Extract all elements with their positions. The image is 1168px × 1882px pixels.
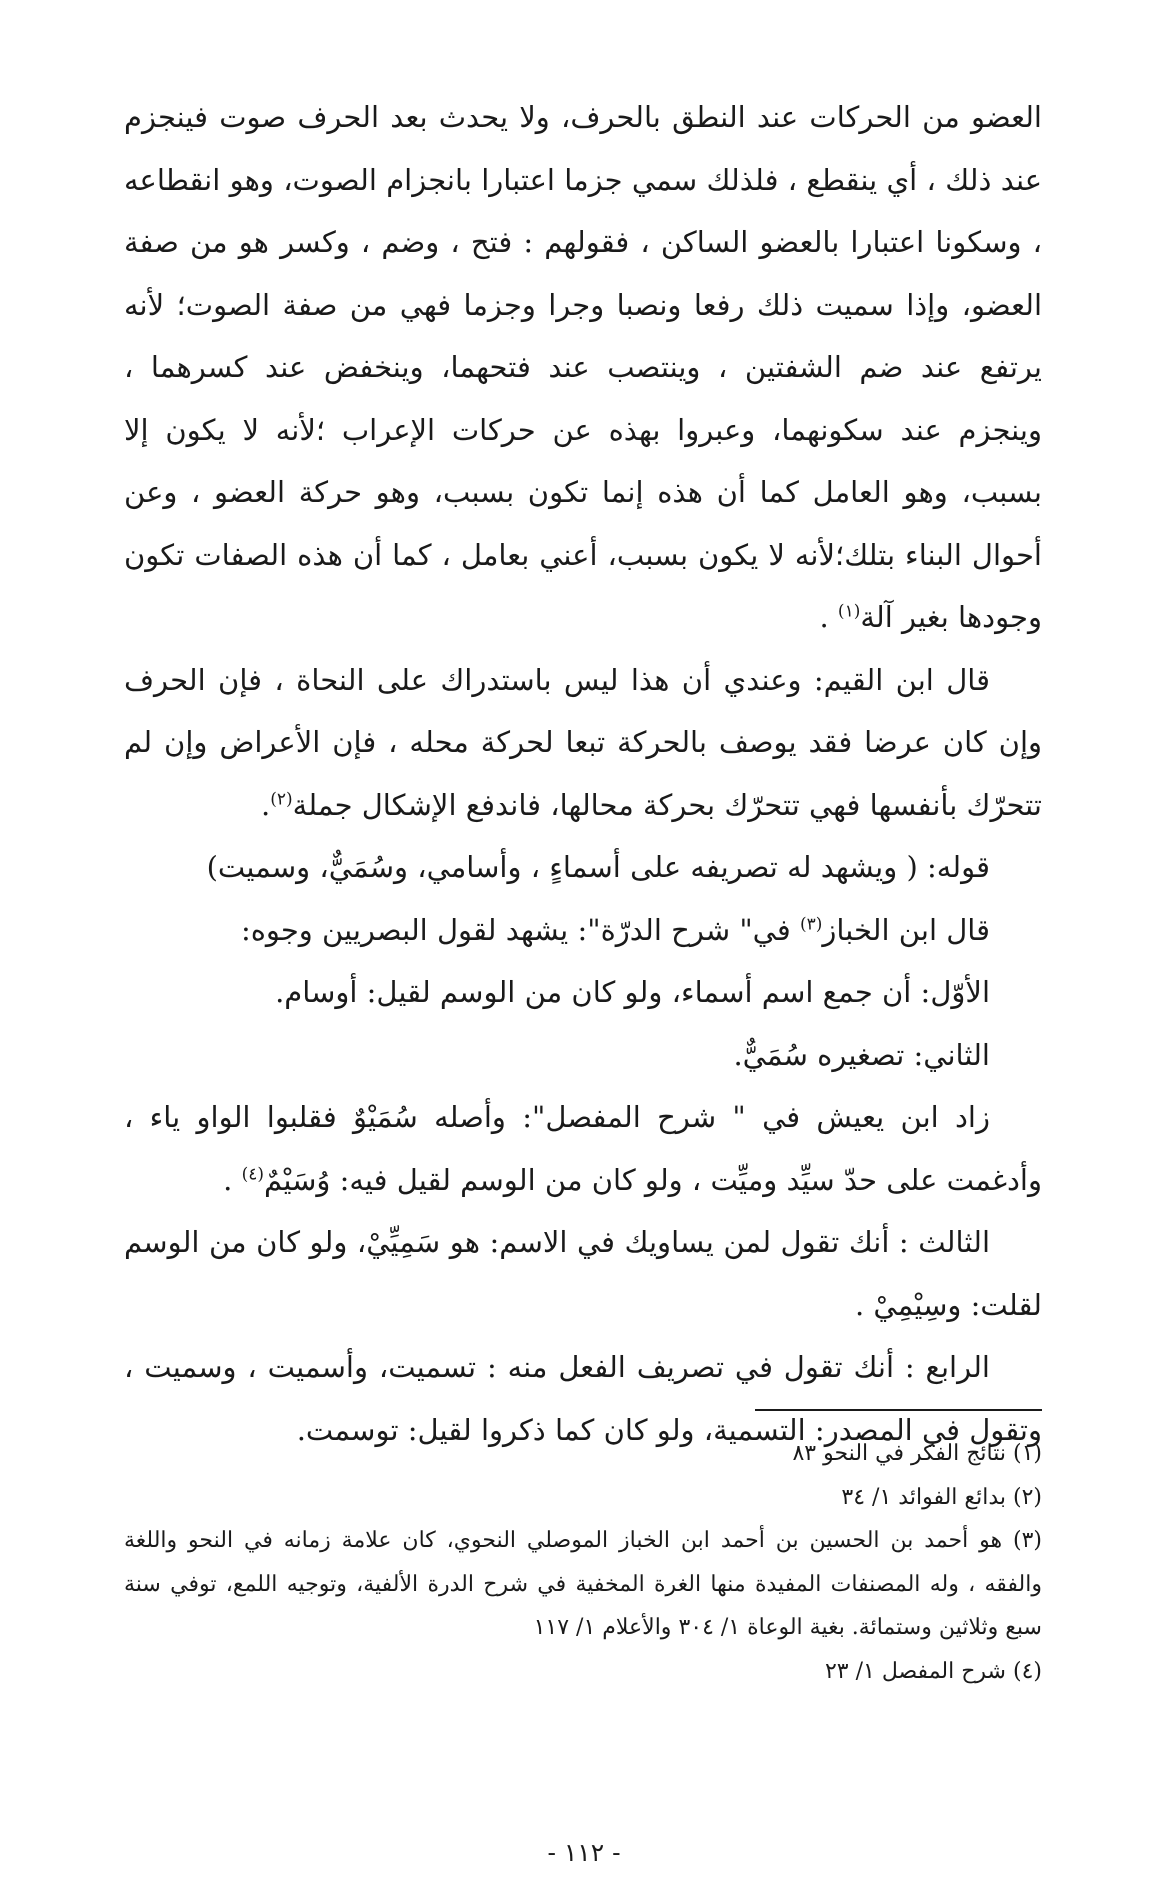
paragraph: الثالث : أنك تقول لمن يساويك في الاسم: هو سَمِيِّيْ، ولو كان من الوسم لقلت: وسِيْمِيْ . [124,1225,1042,1322]
footnote-ref: (١) [837,601,861,622]
footnote-ref: (٣) [799,913,823,934]
paragraph: الأوّل: أن جمع اسم أسماء، ولو كان من الوسم لقيل: أوسام. [275,975,990,1009]
main-text [124,86,1042,1461]
footnote: (١) نتائج الفكر في النحو ٨٣ [792,1441,1042,1466]
paragraph: قوله: ( ويشهد له تصريفه على أسماءٍ ، وأسامي، وسُمَيٌّ، وسميت) [206,850,990,884]
footnote-ref: (٢) [270,788,293,809]
footnote-separator [755,1409,1042,1411]
paragraph: العضو من الحركات عند النطق بالحرف، ولا يحدث بعد الحرف صوت فينجزم عند ذلك ، أي ينقطع ، فلذلك سمي جزما اعتبارا بانجزام الصوت، وهو انقطاعه ، وسكونا اعتبارا بالعضو الساكن ، فقولهم : فتح ، وضم ، وكسر هو من صفة العضو، وإذا سميت ذلك رفعا ونصبا وجرا وجزما فهي من صفة الصوت؛ لأنه يرتفع عند ضم الشفتين ، وينتصب عند فتحهما، وينخفض عند كسرهما ، وينجزم عند سكونهما، وعبروا بهذه عن حركات الإعراب ؛لأنه لا يكون إلا بسبب، وهو العامل كما أن هذه إنما تكون بسبب، وهو حركة العضو ، وعن أحوال البناء بتلك؛لأنه لا يكون بسبب، أعني بعامل ، كما أن هذه الصفات تكون وجودها بغير آلة$^{(١)}$ . [124,100,1042,634]
paragraph: الرابع : أنك تقول في تصريف الفعل منه : تسميت، وأسميت ، وسميت ، وتقول في المصدر: التسمية، ولو كان كما ذكروا لقيل: توسمت. [124,1350,1042,1447]
paragraph: الثاني: تصغيره سُمَيٌّ. [733,1037,990,1072]
footnote: (٣) هو أحمد بن الحسين بن أحمد ابن الخباز الموصلي النحوي، كان علامة زمانه في النحو واللغة والفقه ، وله المصنفات المفيدة منها الغرة المخفية في شرح الدرة الألفية، وتوجيه اللمع، توفي سنة سبع وثلاثين وستمائة. بغية الوعاة ١/ ٣٠٤ والأعلام ١/ ١١٧ [124,1528,1042,1640]
footnote-ref: (٤) [241,1163,265,1184]
paragraph: قال ابن القيم: وعندي أن هذا ليس باستدراك على النحاة ، فإن الحرف وإن كان عرضا فقد يوصف بالحركة تبعا لحركة محله ، فإن الأعراض وإن لم تتحرّك بأنفسها فهي تتحرّك بحركة محالها، فاندفع الإشكال جملة$^{(٢)}$. [124,662,1042,822]
footnotes [124,1432,1042,1693]
paragraph: قال ابن الخباز$^{(٣)}$ في" شرح الدرّة": يشهد لقول البصريين وجوه: [240,912,990,947]
page-number: - ١١٢ - [547,1838,621,1867]
footnote: (٤) شرح المفصل ١/ ٢٣ [824,1658,1042,1684]
paragraph: زاد ابن يعيش في " شرح المفصل": وأصله سُمَيْوٌ فقلبوا الواو ياء ، وأدغمت على حدّ سيِّد وميِّت ، ولو كان من الوسم لقيل فيه: وُسَيْمٌ$^{(٤)}$ . [124,1100,1042,1197]
footnote: (٢) بدائع الفوائد ١/ ٣٤ [841,1484,1042,1510]
